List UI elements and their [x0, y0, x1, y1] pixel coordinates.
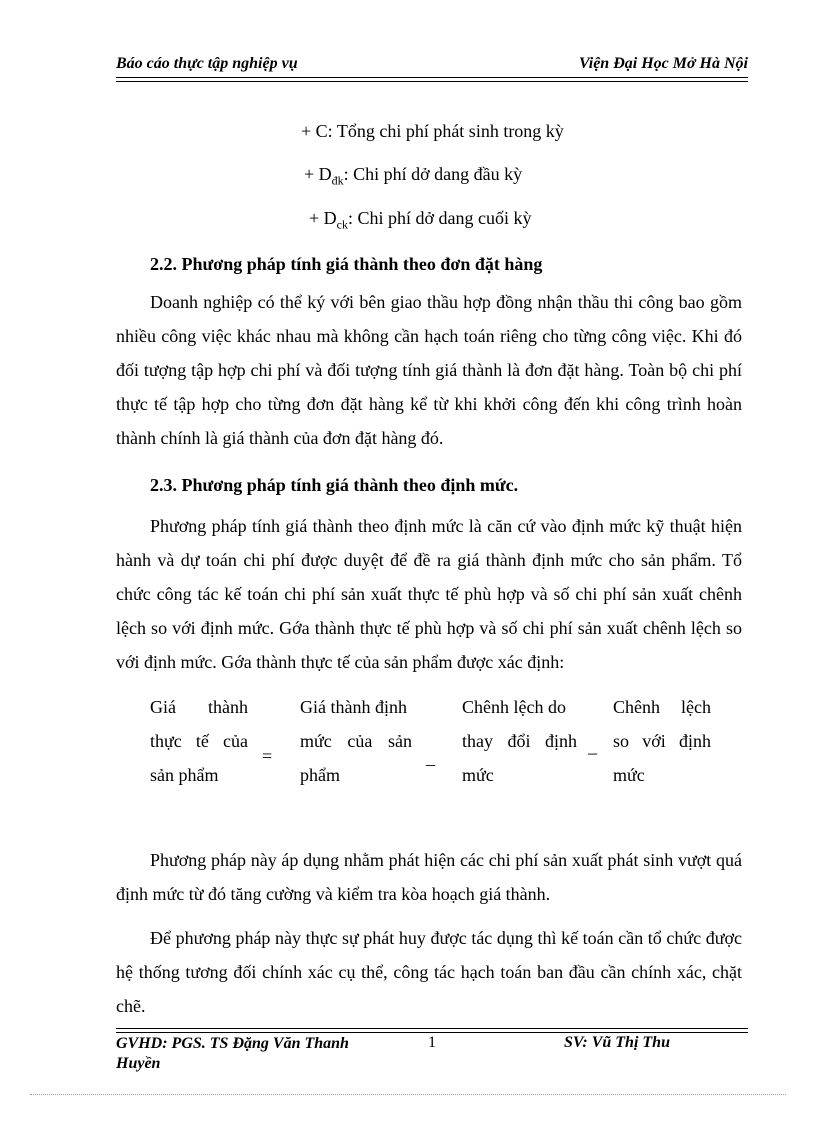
def-ddk-prefix: + D: [304, 164, 332, 184]
formula-term-standard-variance: [613, 690, 711, 792]
cost-formula: [150, 690, 720, 800]
page-number: 1: [428, 1034, 436, 1051]
formula-c1-line1: Giá thành: [150, 697, 248, 717]
header-rule: [116, 77, 748, 82]
section-23-paragraph: [116, 509, 742, 679]
formula-c1-line3: sản phẩm: [150, 765, 219, 785]
paragraph-conditions: [116, 921, 742, 1023]
footer-rule: [116, 1028, 748, 1033]
footer-advisor: GVHD: PGS. TS Đặng Văn Thanh Huyền: [116, 1035, 349, 1072]
section-22-title: 2.2. Phương pháp tính giá thành theo đơn đặt hàng: [150, 254, 543, 274]
def-dck-sub: ck: [336, 217, 348, 232]
def-dck: [309, 207, 532, 236]
formula-c2-line3: phẩm: [300, 765, 340, 785]
header-institution: Viện Đại Học Mở Hà Nội: [578, 55, 748, 72]
section-22-paragraph: [116, 285, 742, 455]
paragraph-conditions-text: Để phương pháp này thực sự phát huy được tác dụng thì kế toán cần tổ chức được hệ thống tương đối chính xác cụ thể, công tác hạch toán ban đầu cần chính xác, chặt chẽ.: [116, 928, 742, 1016]
section-22-text: Doanh nghiệp có thể ký với bên giao thầu hợp đồng nhận thầu thi công bao gồm nhiều công việc khác nhau mà không cần hạch toán riêng cho từng công việc. Khi đó đối tượng tập hợp chi phí và đối tượng tính giá thành là đơn đặt hàng. Toàn bộ chi phí thực tế tập hợp cho từng đơn đặt hàng kể từ khi khởi công đến khi công trình hoàn thành chính là giá thành của đơn đặt hàng đó.: [116, 292, 742, 448]
formula-minus-sign-1: –: [426, 754, 435, 774]
formula-term-actual-cost: [150, 690, 248, 792]
formula-c2-line2: mức của sản: [300, 731, 412, 751]
formula-term-standard-cost: [300, 690, 412, 792]
section-23-title: 2.3. Phương pháp tính giá thành theo định mức.: [150, 475, 519, 495]
formula-c2-line1: Giá thành định: [300, 697, 407, 717]
page-header: [116, 55, 748, 77]
formula-c4-line3: mức: [613, 765, 645, 785]
def-ddk-sub: đk: [331, 173, 344, 188]
paragraph-purpose: [116, 843, 742, 911]
formula-minus-sign-2: _: [588, 736, 597, 756]
def-ddk: [304, 163, 522, 192]
formula-c3-line3: mức: [462, 765, 494, 785]
formula-c3-line2: thay đổi định: [462, 731, 577, 751]
formula-c1-line2: thực tế của: [150, 731, 248, 751]
formula-equals-sign: =: [262, 746, 273, 766]
def-c: + C: Tổng chi phí phát sinh trong kỳ: [301, 121, 564, 141]
formula-term-change-variance: [462, 690, 577, 792]
def-ddk-text: : Chi phí dở dang đầu kỳ: [343, 164, 523, 184]
formula-c4-line1: Chênh lệch: [613, 697, 711, 717]
def-dck-prefix: + D: [309, 208, 337, 228]
formula-c3-line1: Chênh lệch do: [462, 697, 566, 717]
page-bottom-border: [30, 1094, 786, 1095]
def-dck-text: : Chi phí dở dang cuối kỳ: [347, 208, 532, 228]
formula-c4-line2: so với định: [613, 731, 711, 751]
section-23-text: Phương pháp tính giá thành theo định mức là căn cứ vào định mức kỹ thuật hiện hành và dự toán chi phí được duyệt để đề ra giá thành định mức cho sản phẩm. Tổ chức công tác kế toán chi phí sản xuất thực tế phù hợp và số chi phí sản xuất chênh lệch so với định mức. Gớa thành thực tế phù hợp và số chi phí sản xuất chênh lệch so với định mức. Gớa thành thực tế của sản phẩm được xác định:: [116, 516, 742, 672]
header-report-title: Báo cáo thực tập nghiệp vụ: [116, 55, 298, 72]
paragraph-purpose-text: Phương pháp này áp dụng nhằm phát hiện các chi phí sản xuất phát sinh vượt quá định mức từ đó tăng cường và kiểm tra kòa hoạch giá thành.: [116, 850, 742, 904]
footer-student: SV: Vũ Thị Thu: [564, 1034, 670, 1051]
